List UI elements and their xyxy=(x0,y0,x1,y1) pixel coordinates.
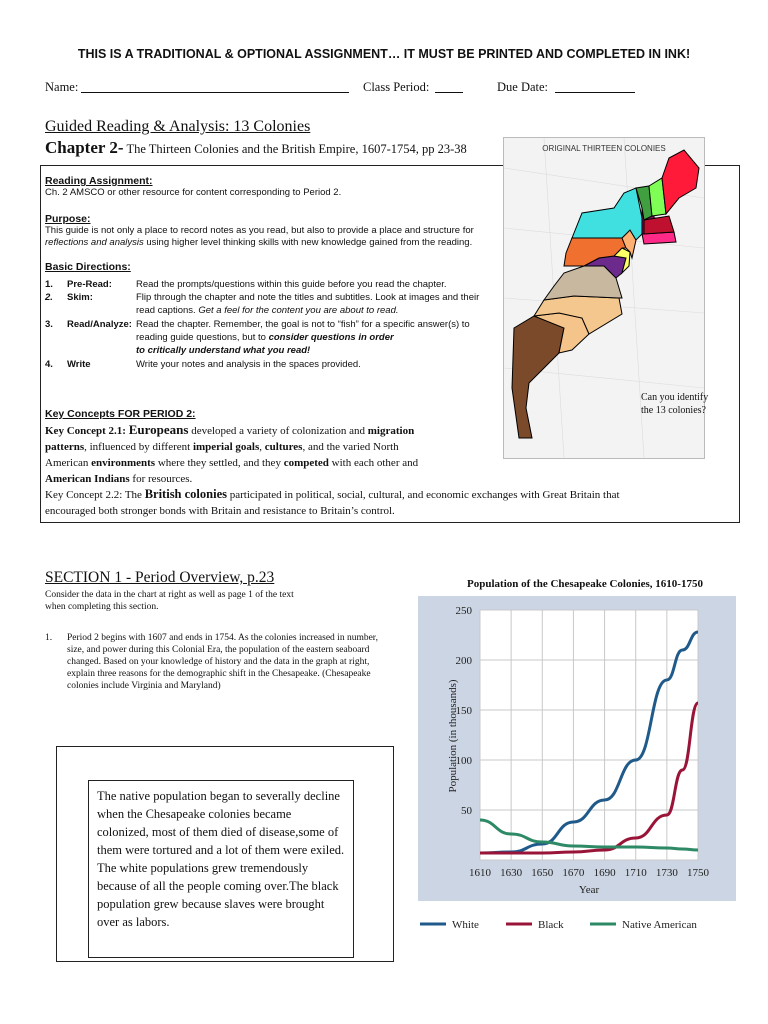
directions-list xyxy=(45,279,495,379)
y-tick-label-4: 200 xyxy=(455,655,472,667)
plot-area xyxy=(480,610,698,860)
directions-heading: Basic Directions: xyxy=(45,261,131,273)
direction-1-label: Pre-Read: xyxy=(67,279,112,290)
y-tick-label-1: 50 xyxy=(461,805,472,817)
kc1-text-5: American xyxy=(45,457,92,469)
kc1-text-8: for resources. xyxy=(129,473,193,485)
page-title: Guided Reading & Analysis: 13 Colonies xyxy=(45,118,311,135)
kc2-british-colonies: British colonies xyxy=(144,487,227,501)
map-caption: Can you identify the 13 colonies? xyxy=(641,392,709,416)
kc1-cultures: cultures xyxy=(264,441,303,453)
y-tick-label-3: 150 xyxy=(455,705,472,717)
direction-2-num: 2. xyxy=(45,292,53,303)
kc1-environments: environments xyxy=(91,457,156,469)
kc1-migration: migration xyxy=(367,425,415,437)
chart-title: Population of the Chesapeake Colonies, 1610-1750 xyxy=(467,578,703,590)
kc2-text-1: participated in political, social, cultural, and economic exchanges with Great Britain that xyxy=(227,489,620,501)
key-concepts-period: PERIOD 2: xyxy=(143,408,196,420)
kc1-text-7: with each other and xyxy=(328,457,419,469)
key-concept-2-1 xyxy=(45,422,485,487)
analyze-consider-text: consider questions in order xyxy=(268,332,394,343)
question-1-text: Period 2 begins with 1607 and ends in 1754. As the colonies increased in number, size, and power during this Colonial Era, the population of the eastern seaboard changed. Based on your knowledge of history and the data in the graph at right, explain three reasons for the demographic shift in the Chesapeake. (Chesapeake colonies include Virginia and Maryland) xyxy=(67,633,378,691)
question-1-number: 1. xyxy=(45,633,53,643)
kc1-goals: imperial goals xyxy=(192,441,260,453)
x-tick-label-6: 1730 xyxy=(655,867,678,879)
direction-4-label: Write xyxy=(67,359,91,370)
legend-label-black: Black xyxy=(538,919,564,931)
direction-3-text: Read the chapter. Remember, the goal is not to “fish” for a specific answer(s) to xyxy=(136,319,470,330)
class-period-label: Class Period: xyxy=(363,80,430,94)
purpose-heading: Purpose: xyxy=(45,213,91,225)
due-date-blank[interactable] xyxy=(555,92,635,93)
kc1-text-2: , influenced by different xyxy=(84,441,193,453)
x-tick-label-5: 1710 xyxy=(624,867,647,879)
skim-caption-text: read captions. xyxy=(136,305,199,316)
direction-4-num: 4. xyxy=(45,359,53,370)
chapter-heading xyxy=(45,138,467,158)
purpose-text-2 xyxy=(45,237,485,249)
x-axis-label: Year xyxy=(578,884,600,896)
direction-1-num: 1. xyxy=(45,279,53,290)
x-tick-label-1: 1630 xyxy=(500,867,523,879)
legend-label-native-american: Native American xyxy=(622,919,697,931)
x-tick-label-4: 1690 xyxy=(593,867,616,879)
y-tick-label-5: 250 xyxy=(455,605,472,617)
reading-assignment-text: Ch. 2 AMSCO or other resource for content corresponding to Period 2. xyxy=(45,187,342,198)
section-1-intro: Consider the data in the chart at right as well as page 1 of the text when completing this section. xyxy=(45,590,294,612)
x-tick-label-3: 1670 xyxy=(562,867,585,879)
kc1-text-4: , and the varied North xyxy=(302,441,399,453)
skim-feel-text: Get a feel for the content you are about to read. xyxy=(198,305,399,316)
direction-2-text-line2 xyxy=(136,305,399,317)
kc1-text-1: developed a variety of colonization and xyxy=(188,425,368,437)
analyze-reading-text: reading guide questions, but to xyxy=(136,332,269,343)
purpose-rest: using higher level thinking skills with new knowledge gained from the reading. xyxy=(143,237,473,248)
direction-3-text-line2 xyxy=(136,332,394,344)
answer-textbox[interactable]: The native population began to severally decline when the Chesapeake colonies became colonized, most of them died of disease,some of them were tortured and a lot of them were exiled. The white populations grew tremendously because of all the people coming over.The black population grew because slaves were brought over as labors. xyxy=(88,780,354,958)
name-blank[interactable] xyxy=(81,92,349,93)
kc2-text-2: encouraged both stronger bonds with Britain and resistance to Britain’s control. xyxy=(45,505,395,517)
direction-1-text: Read the prompts/questions within this guide before you read the chapter. xyxy=(136,279,447,290)
reading-assignment-heading: Reading Assignment: xyxy=(45,175,153,187)
direction-3-text-line3: to critically understand what you read! xyxy=(136,345,311,356)
chart-legend xyxy=(420,919,697,931)
chapter-label: Chapter 2- xyxy=(45,138,124,157)
direction-2-text: Flip through the chapter and note the titles and subtitles. Look at images and their xyxy=(136,292,480,303)
due-date-label: Due Date: xyxy=(497,80,549,94)
x-tick-label-2: 1650 xyxy=(531,867,554,879)
key-concept-2-2 xyxy=(45,486,735,519)
direction-3-label: Read/Analyze: xyxy=(67,319,132,330)
y-axis-label: Population (in thousands) xyxy=(447,679,459,793)
class-period-blank[interactable] xyxy=(435,92,463,93)
map-title: ORIGINAL THIRTEEN COLONIES xyxy=(542,144,666,153)
key-concepts-heading xyxy=(45,408,196,420)
kc1-label: Key Concept 2.1: xyxy=(45,425,129,437)
purpose-italic: reflections and analysis xyxy=(45,237,144,248)
y-tick-label-2: 100 xyxy=(455,755,472,767)
x-tick-label-7: 1750 xyxy=(687,867,709,879)
chapter-subtitle: The Thirteen Colonies and the British Empire, 1607-1754, pp 23-38 xyxy=(123,142,467,156)
name-label: Name: xyxy=(45,80,79,94)
key-concepts-label: Key Concepts FOR xyxy=(45,408,144,420)
direction-3-num: 3. xyxy=(45,319,53,330)
direction-2-label: Skim: xyxy=(67,292,93,303)
kc2-label: Key Concept 2.2: The xyxy=(45,489,145,501)
section-1-title: SECTION 1 - Period Overview, p.23 xyxy=(45,569,275,586)
kc1-competed: competed xyxy=(283,457,329,469)
population-chart xyxy=(418,596,748,940)
legend-label-white: White xyxy=(452,919,479,931)
kc1-patterns: patterns xyxy=(45,441,85,453)
kc1-text-3: , xyxy=(259,441,265,453)
kc1-europeans: Europeans xyxy=(128,422,189,437)
direction-4-text: Write your notes and analysis in the spaces provided. xyxy=(136,359,361,370)
kc1-text-6: where they settled, and they xyxy=(155,457,284,469)
kc1-american-indians: American Indians xyxy=(45,473,130,485)
x-tick-label-0: 1610 xyxy=(469,867,491,879)
reading-assignment-section xyxy=(45,175,485,273)
purpose-text-1: This guide is not only a place to record notes as you read, but also to provide a place and structure for xyxy=(45,225,474,236)
assignment-banner: THIS IS A TRADITIONAL & OPTIONAL ASSIGNMENT… IT MUST BE PRINTED AND COMPLETED IN INK! xyxy=(77,47,691,61)
